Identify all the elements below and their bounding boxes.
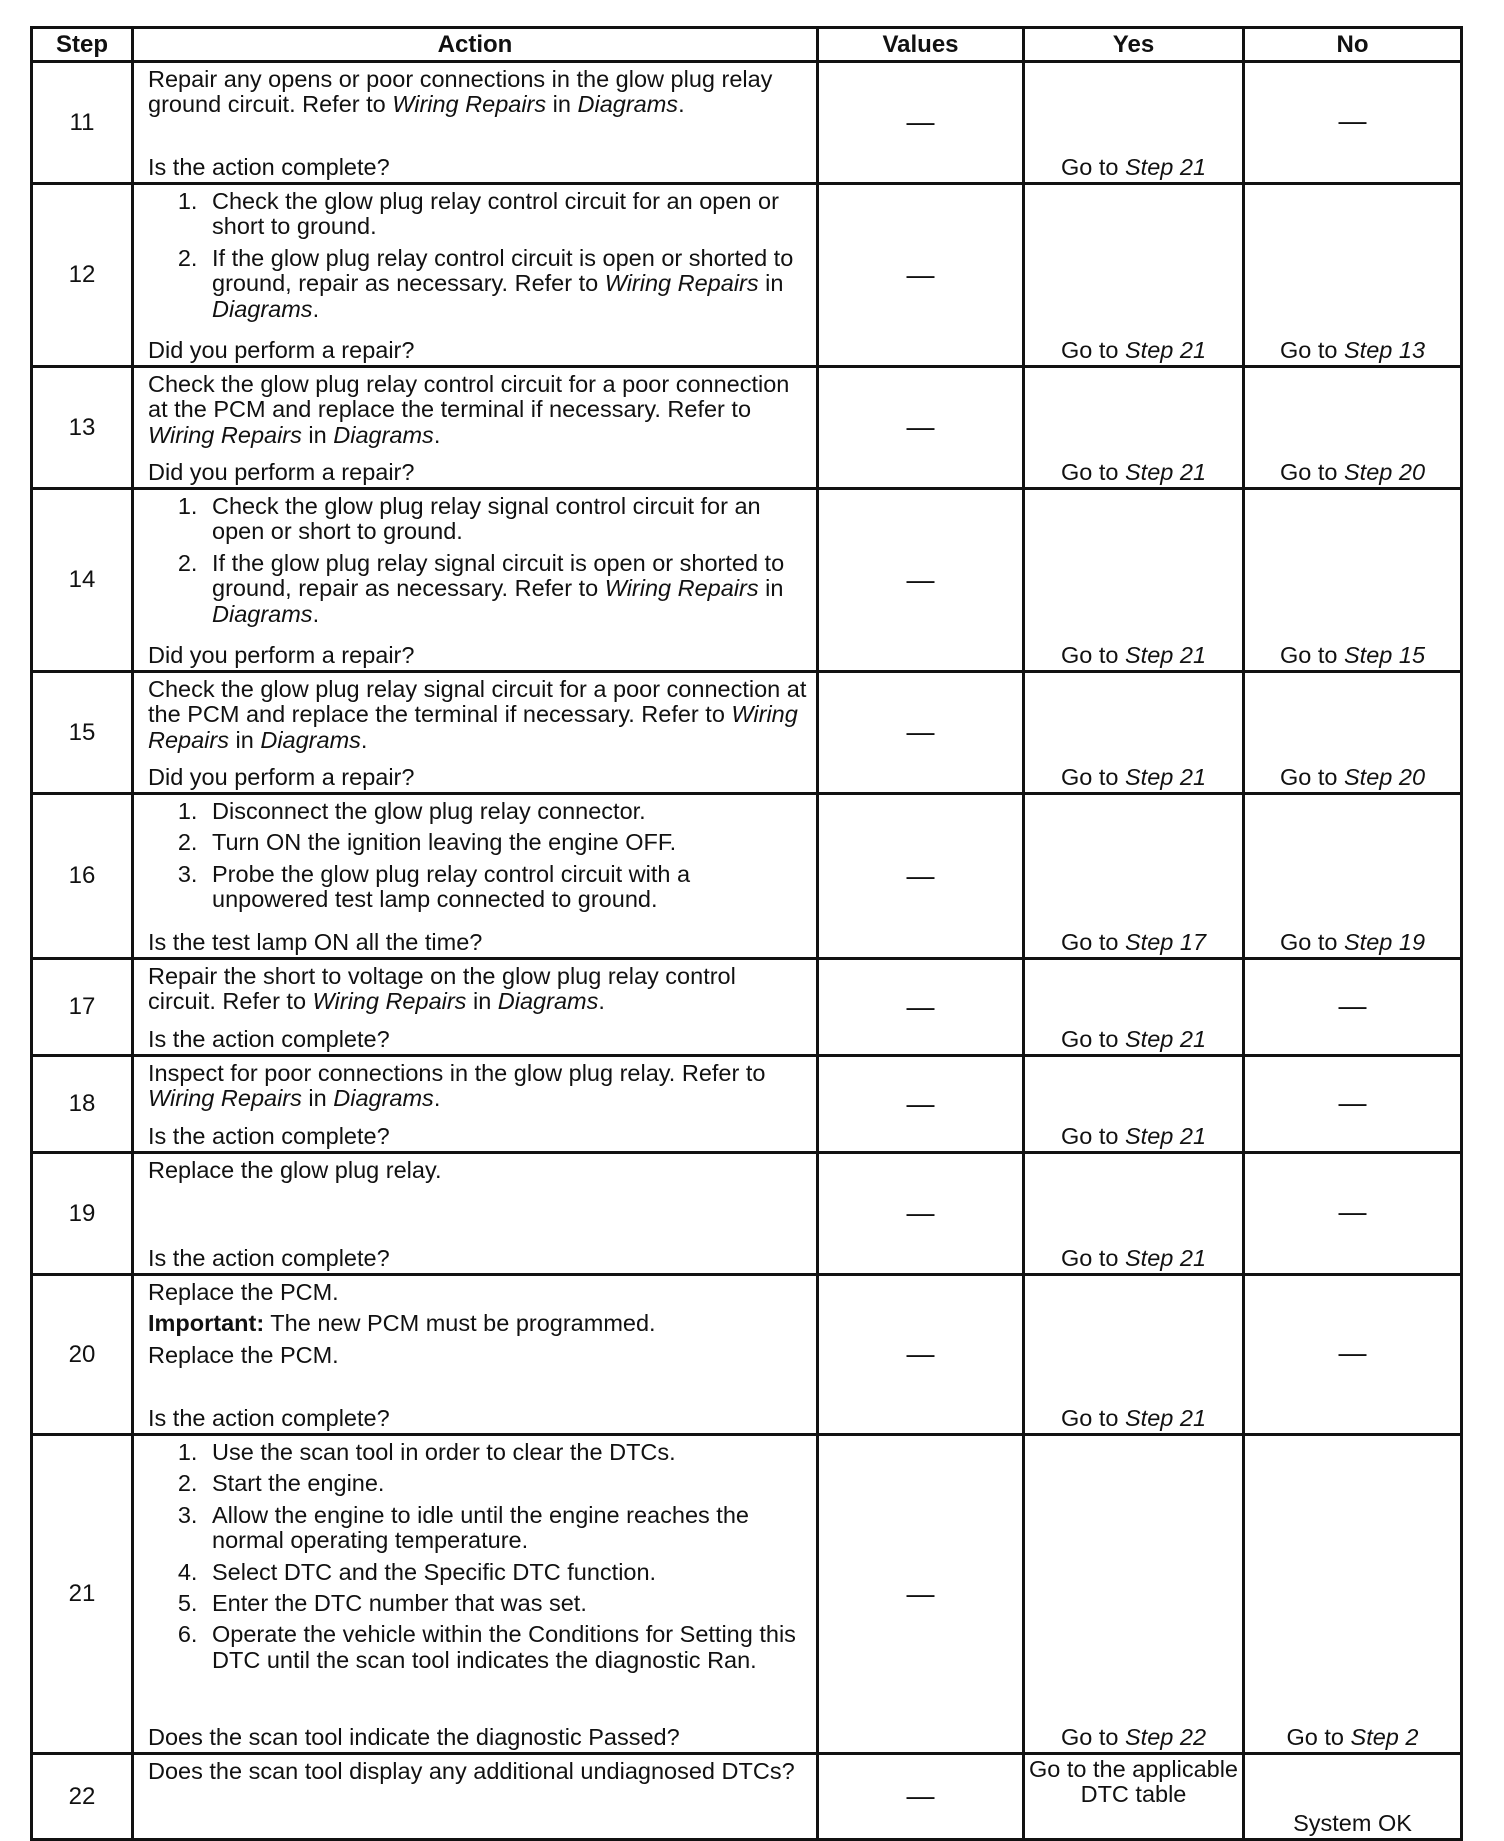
action-question: Is the action complete? bbox=[148, 153, 390, 180]
action-steps bbox=[148, 799, 808, 919]
values-cell: — bbox=[818, 184, 1024, 367]
header-row bbox=[32, 28, 1462, 62]
no-cell: — bbox=[1244, 959, 1462, 1056]
action-question: Did you perform a repair? bbox=[148, 458, 415, 485]
action-question: Is the test lamp ON all the time? bbox=[148, 928, 483, 955]
step-number: 19 bbox=[32, 1153, 133, 1275]
no-cell: — bbox=[1244, 1153, 1462, 1275]
action-cell bbox=[133, 959, 818, 1056]
list-item: 2. If the glow plug relay signal circuit is open or shorted to ground, repair as necessary. Refer to Wiring Repairs in Diagrams. bbox=[204, 551, 808, 627]
no-cell: — bbox=[1244, 62, 1462, 184]
table-row bbox=[32, 959, 1462, 1056]
action-text: Repair any opens or poor connections in the glow plug relay ground circuit. Refer to Wiring Repairs in Diagrams. bbox=[148, 66, 773, 118]
table-row bbox=[32, 1754, 1462, 1840]
header-yes: Yes bbox=[1024, 28, 1244, 62]
table-row bbox=[32, 1056, 1462, 1153]
values-cell: — bbox=[818, 1435, 1024, 1754]
yes-cell: Go to Step 17 bbox=[1024, 794, 1244, 959]
values-cell: — bbox=[818, 62, 1024, 184]
no-cell: System OK bbox=[1244, 1754, 1462, 1840]
table-row bbox=[32, 367, 1462, 489]
header-step: Step bbox=[32, 28, 133, 62]
action-cell bbox=[133, 62, 818, 184]
table-row bbox=[32, 184, 1462, 367]
action-cell bbox=[133, 1275, 818, 1435]
header-no: No bbox=[1244, 28, 1462, 62]
header-action: Action bbox=[133, 28, 818, 62]
no-cell: Go to Step 20 bbox=[1244, 672, 1462, 794]
action-text: Check the glow plug relay control circuit for a poor connection at the PCM and replace the terminal if necessary. Refer to Wiring Repairs in Diagrams. bbox=[148, 371, 790, 448]
action-cell bbox=[133, 367, 818, 489]
no-cell: Go to Step 13 bbox=[1244, 184, 1462, 367]
values-cell: — bbox=[818, 672, 1024, 794]
action-steps bbox=[148, 189, 808, 328]
important-note: Important: The new PCM must be programmed. bbox=[148, 1310, 656, 1337]
yes-cell: Go to Step 21 bbox=[1024, 1056, 1244, 1153]
yes-cell: Go to Step 22 bbox=[1024, 1435, 1244, 1754]
list-item: 1. Check the glow plug relay signal control circuit for an open or short to ground. bbox=[204, 494, 808, 545]
list-item: 4. Select DTC and the Specific DTC function. bbox=[204, 1560, 808, 1585]
values-cell: — bbox=[818, 959, 1024, 1056]
no-cell: Go to Step 15 bbox=[1244, 489, 1462, 672]
action-cell bbox=[133, 1153, 818, 1275]
step-number: 18 bbox=[32, 1056, 133, 1153]
table-row bbox=[32, 1275, 1462, 1435]
step-number: 16 bbox=[32, 794, 133, 959]
values-cell: — bbox=[818, 1754, 1024, 1840]
table-row bbox=[32, 672, 1462, 794]
step-number: 15 bbox=[32, 672, 133, 794]
list-item: 2. Start the engine. bbox=[204, 1471, 808, 1496]
list-item: 1. Disconnect the glow plug relay connector. bbox=[204, 799, 808, 824]
diagnostic-table bbox=[30, 26, 1463, 1841]
step-number: 17 bbox=[32, 959, 133, 1056]
action-question: Is the action complete? bbox=[148, 1244, 390, 1271]
action-text: Inspect for poor connections in the glow plug relay. Refer to Wiring Repairs in Diagrams. bbox=[148, 1060, 766, 1112]
table-row bbox=[32, 62, 1462, 184]
action-question: Did you perform a repair? bbox=[148, 763, 415, 790]
yes-cell: Go to Step 21 bbox=[1024, 184, 1244, 367]
action-steps bbox=[148, 1440, 808, 1679]
action-text: Repair the short to voltage on the glow plug relay control circuit. Refer to Wiring Repairs in Diagrams. bbox=[148, 963, 736, 1015]
step-number: 11 bbox=[32, 62, 133, 184]
action-question: Did you perform a repair? bbox=[148, 641, 415, 668]
table-row bbox=[32, 1153, 1462, 1275]
values-cell: — bbox=[818, 489, 1024, 672]
action-text: Does the scan tool display any additional undiagnosed DTCs? bbox=[148, 1758, 795, 1784]
yes-cell: Go to Step 21 bbox=[1024, 62, 1244, 184]
yes-cell: Go to Step 21 bbox=[1024, 672, 1244, 794]
values-cell: — bbox=[818, 794, 1024, 959]
action-question: Did you perform a repair? bbox=[148, 336, 415, 363]
step-number: 14 bbox=[32, 489, 133, 672]
list-item: 1. Use the scan tool in order to clear the DTCs. bbox=[204, 1440, 808, 1465]
action-question: Is the action complete? bbox=[148, 1404, 390, 1431]
action-question: Is the action complete? bbox=[148, 1122, 390, 1149]
no-cell: Go to Step 2 bbox=[1244, 1435, 1462, 1754]
action-text: Replace the PCM. bbox=[148, 1279, 339, 1305]
header-values: Values bbox=[818, 28, 1024, 62]
action-cell bbox=[133, 1056, 818, 1153]
action-cell bbox=[133, 184, 818, 367]
table-row bbox=[32, 489, 1462, 672]
action-question: Is the action complete? bbox=[148, 1025, 390, 1052]
values-cell: — bbox=[818, 1056, 1024, 1153]
values-cell: — bbox=[818, 1275, 1024, 1435]
action-cell bbox=[133, 1435, 818, 1754]
action-cell bbox=[133, 489, 818, 672]
action-cell bbox=[133, 794, 818, 959]
values-cell: — bbox=[818, 1153, 1024, 1275]
step-number: 21 bbox=[32, 1435, 133, 1754]
no-cell: Go to Step 19 bbox=[1244, 794, 1462, 959]
list-item: 2. If the glow plug relay control circuit is open or shorted to ground, repair as necessary. Refer to Wiring Repairs in Diagrams. bbox=[204, 246, 808, 322]
action-cell bbox=[133, 672, 818, 794]
no-cell: Go to Step 20 bbox=[1244, 367, 1462, 489]
table-row bbox=[32, 1435, 1462, 1754]
step-number: 20 bbox=[32, 1275, 133, 1435]
action-cell bbox=[133, 1754, 818, 1840]
action-steps bbox=[148, 494, 808, 633]
list-item: 1. Check the glow plug relay control circuit for an open or short to ground. bbox=[204, 189, 808, 240]
action-text: Replace the glow plug relay. bbox=[148, 1157, 442, 1183]
action-text: Check the glow plug relay signal circuit for a poor connection at the PCM and replace the terminal if necessary. Refer to Wiring Repairs in Diagrams. bbox=[148, 676, 807, 753]
yes-cell: Go to Step 21 bbox=[1024, 489, 1244, 672]
list-item: 3. Probe the glow plug relay control circuit with a unpowered test lamp connected to ground. bbox=[204, 862, 808, 913]
list-item: 6. Operate the vehicle within the Conditions for Setting this DTC until the scan tool indicates the diagnostic Ran. bbox=[204, 1622, 808, 1673]
values-cell: — bbox=[818, 367, 1024, 489]
action-text: Replace the PCM. bbox=[148, 1341, 339, 1368]
yes-cell: Go to the applicable DTC table bbox=[1024, 1754, 1244, 1840]
step-number: 22 bbox=[32, 1754, 133, 1840]
yes-cell: Go to Step 21 bbox=[1024, 367, 1244, 489]
table-row bbox=[32, 794, 1462, 959]
list-item: 3. Allow the engine to idle until the engine reaches the normal operating temperature. bbox=[204, 1503, 808, 1554]
no-cell: — bbox=[1244, 1275, 1462, 1435]
yes-cell: Go to Step 21 bbox=[1024, 1275, 1244, 1435]
yes-cell: Go to Step 21 bbox=[1024, 1153, 1244, 1275]
step-number: 13 bbox=[32, 367, 133, 489]
action-question: Does the scan tool indicate the diagnostic Passed? bbox=[148, 1723, 680, 1750]
no-cell: — bbox=[1244, 1056, 1462, 1153]
list-item: 5. Enter the DTC number that was set. bbox=[204, 1591, 808, 1616]
yes-cell: Go to Step 21 bbox=[1024, 959, 1244, 1056]
list-item: 2. Turn ON the ignition leaving the engine OFF. bbox=[204, 830, 808, 855]
step-number: 12 bbox=[32, 184, 133, 367]
